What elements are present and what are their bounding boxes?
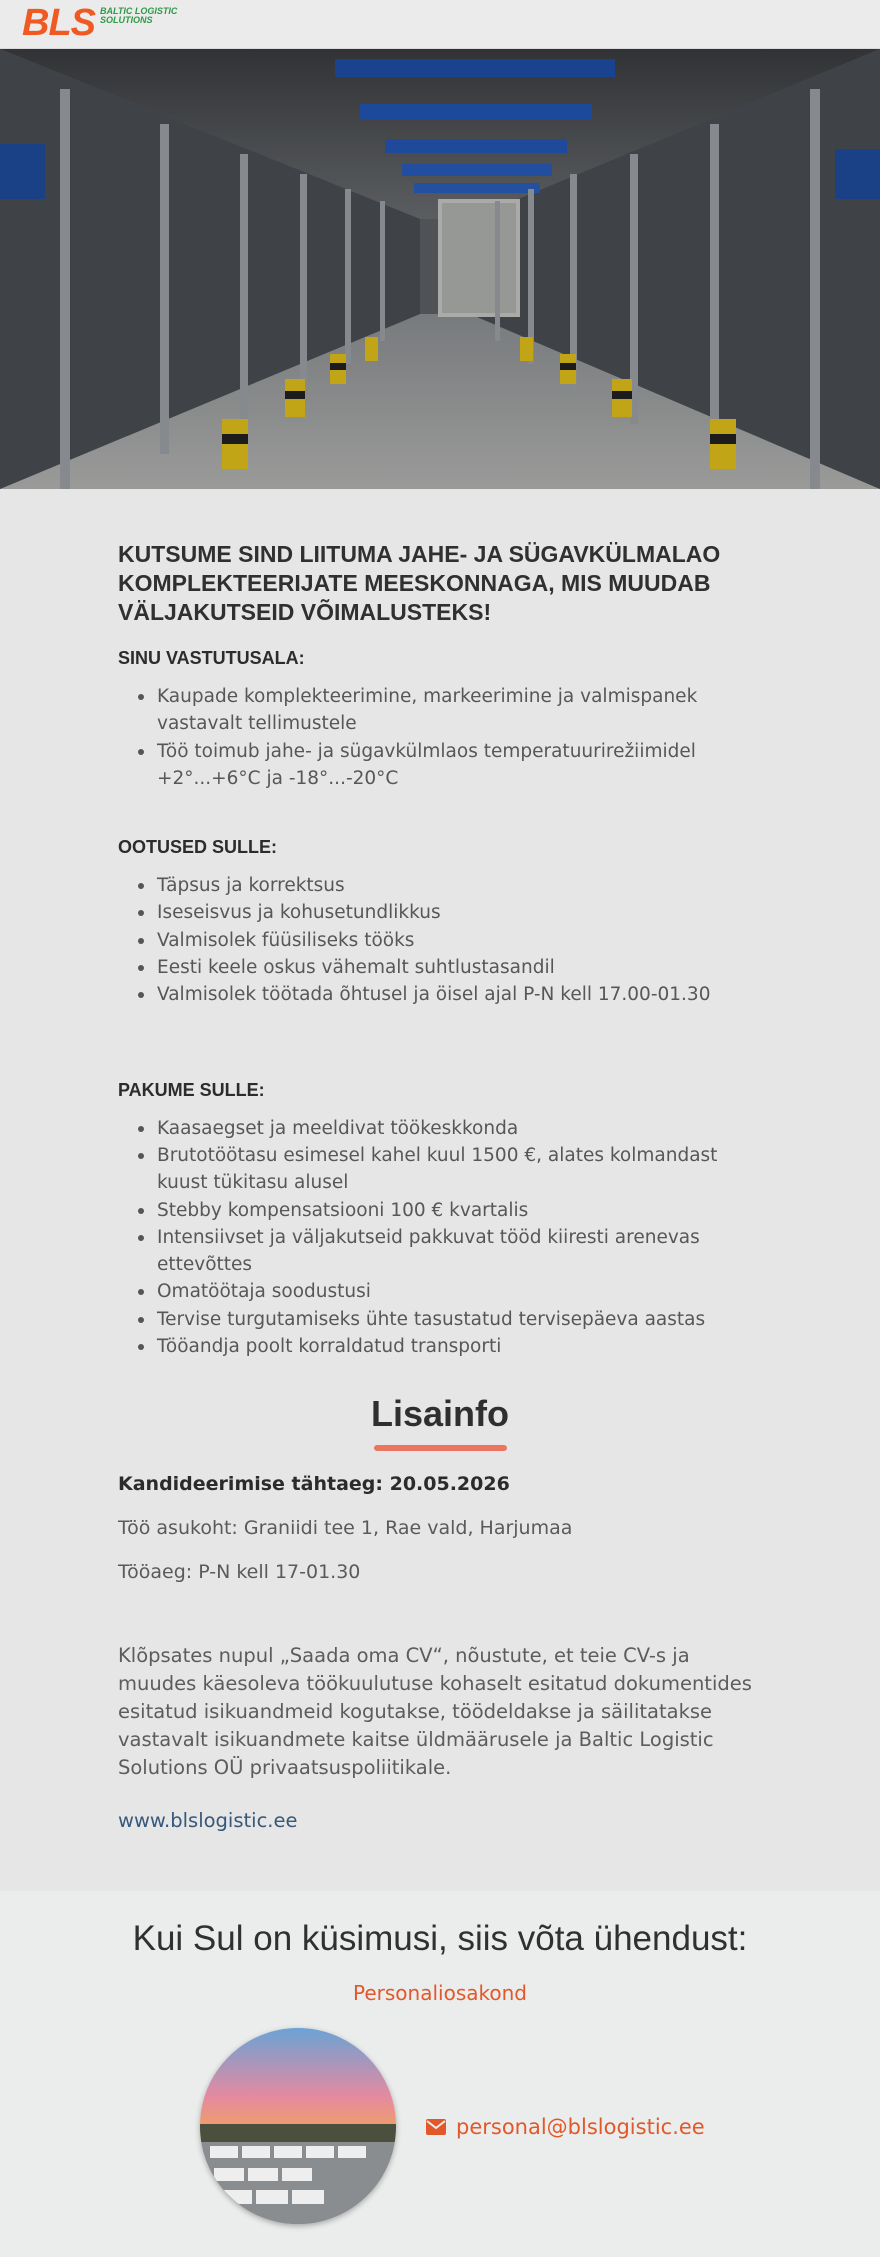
list-item: Kaasaegset ja meeldivat töökeskkonda [118,1115,768,1142]
bls-logo[interactable] [22,3,177,43]
logo-subtitle [100,7,177,25]
list-item: Brutotöötasu esimesel kahel kuul 1500 €, alates kolmandast kuust tükitasu alusel [118,1142,768,1197]
expectations-list [118,872,768,1008]
list-item: Valmisolek töötada õhtusel ja öisel ajal P-N kell 17.00-01.30 [118,981,768,1008]
contact-email-address: personal@blslogistic.ee [456,2115,705,2139]
list-item: Täpsus ja korrektsus [118,872,768,899]
site-header [0,0,880,49]
job-content [118,540,768,1360]
contact-title: Kui Sul on küsimusi, siis võta ühendust: [132,1919,748,1958]
responsibilities-title: SINU VASTUTUSALA: [118,648,305,668]
responsibilities-list [118,683,768,792]
work-hours: Tööaeg: P-N kell 17-01.30 [118,1561,361,1583]
logo-line-1: BALTIC LOGISTIC [100,6,178,16]
list-item: Iseseisvus ja kohusetundlikkus [118,899,768,926]
contact-department: Personaliosakond [353,1981,527,2005]
list-item: Stebby kompensatsiooni 100 € kvartalis [118,1197,768,1224]
more-info-title: Lisainfo [370,1393,509,1434]
list-item: Töö toimub jahe- ja sügavkülmlaos temperatuurirežiimidel +2°...+6°C ja -18°...-20°C [118,738,768,793]
offers-title: PAKUME SULLE: [118,1079,265,1100]
application-deadline: Kandideerimise tähtaeg: 20.05.2026 [118,1473,510,1495]
expectations-title: OOTUSED SULLE: [118,837,278,858]
list-item: Tervise turgutamiseks ühte tasustatud tervisepäeva aastas [118,1306,768,1333]
list-item: Kaupade komplekteerimine, markeerimine ja valmispanek vastavalt tellimustele [118,683,768,738]
contact-email[interactable] [426,2115,705,2139]
job-headline: KUTSUME SIND LIITUMA JAHE- JA SÜGAVKÜLMALAO KOMPLEKTEERIJATE MEESKONNAGA, MIS MUUDAB VÄLJAKUTSEID VÕIMALUSTEKS! [118,541,721,625]
contact-photo [200,2028,396,2224]
contact-section [0,1891,880,2257]
work-location: Töö asukoht: Graniidi tee 1, Rae vald, Harjumaa [118,1517,573,1539]
logo-mark: BLS [22,2,95,44]
website-link[interactable]: www.blslogistic.ee [118,1809,298,1832]
list-item: Valmisolek füüsiliseks tööks [118,927,768,954]
list-item: Intensiivset ja väljakutseid pakkuvat tööd kiiresti arenevas ettevõttes [118,1224,768,1279]
privacy-notice: Klõpsates nupul „Saada oma CV“, nõustute, et teie CV-s ja muudes käesoleva töökuulutuse kohaselt esitatud dokumentides esitatud isikuandmeid kogutakse, töödeldakse ja säilitatakse vastavalt isikuandmete kaitse üldmäärusele ja Baltic Logistic Solutions OÜ privaatsuspoliitikale. [118,1644,752,1779]
more-info-header [0,1393,880,1451]
hero-warehouse-image [0,49,880,489]
list-item: Tööandja poolt korraldatud transporti [118,1333,768,1360]
list-item: Eesti keele oskus vähemalt suhtlustasandil [118,954,768,981]
title-underline [374,1445,507,1451]
list-item: Omatöötaja soodustusi [118,1278,768,1305]
envelope-icon [426,2119,446,2135]
offers-list [118,1115,768,1361]
logo-line-2: SOLUTIONS [100,15,153,25]
